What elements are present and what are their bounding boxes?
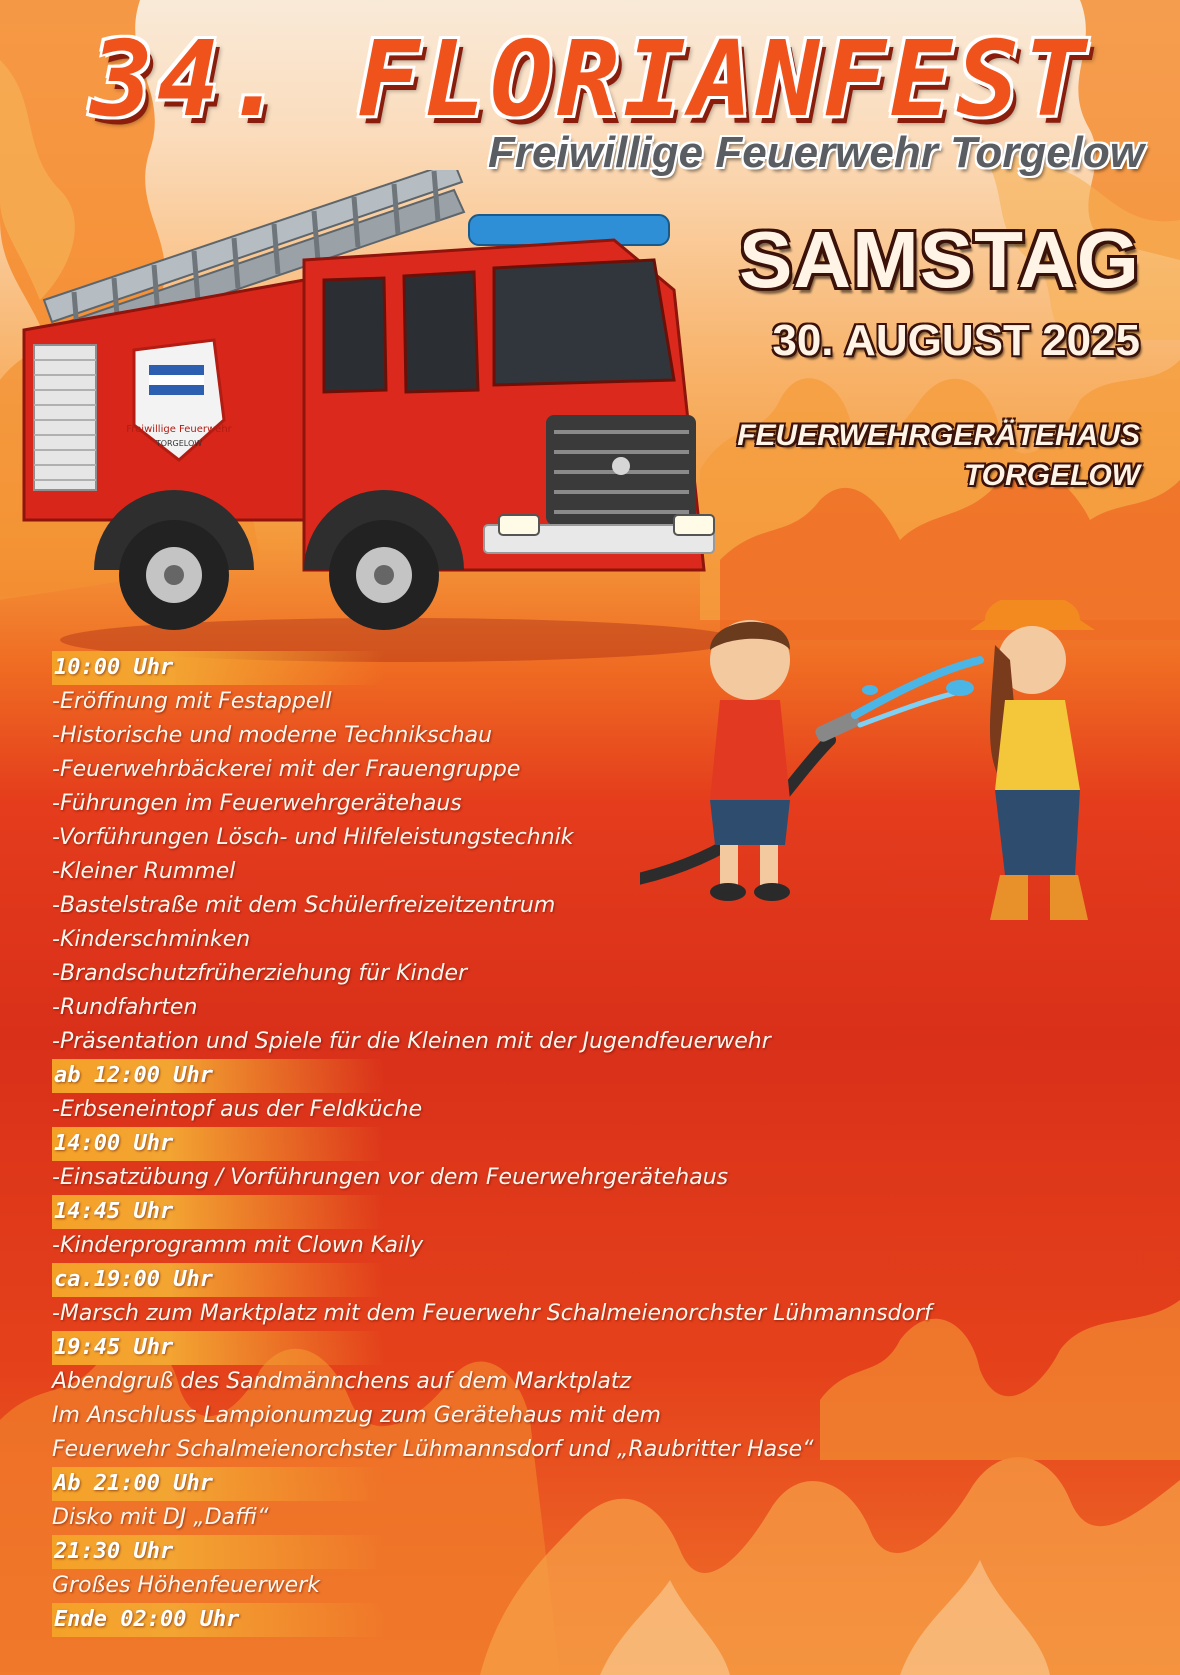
event-schedule — [52, 651, 1052, 1637]
schedule-time-label: Ab 21:00 Uhr — [52, 1467, 384, 1501]
schedule-time-label: 21:30 Uhr — [52, 1535, 384, 1569]
schedule-item: -Erbseneintopf aus der Feldküche — [52, 1097, 423, 1122]
poster-title: 34. FLORIANFEST — [90, 18, 1090, 140]
schedule-time-label: Ende 02:00 Uhr — [52, 1603, 384, 1637]
schedule-time-label: 10:00 Uhr — [52, 651, 384, 685]
schedule-time-label: 14:45 Uhr — [52, 1195, 384, 1229]
schedule-item: -Vorführungen Lösch- und Hilfeleistungstechnik — [52, 825, 574, 850]
event-venue — [737, 416, 1140, 496]
schedule-item: Feuerwehr Schalmeienorchster Lühmannsdorf und „Raubritter Hase“ — [52, 1437, 814, 1462]
schedule-item: -Kinderschminken — [52, 927, 251, 952]
schedule-item: -Marsch zum Marktplatz mit dem Feuerwehr Schalmeienorchster Lühmannsdorf — [52, 1301, 932, 1326]
schedule-time-label: ab 12:00 Uhr — [52, 1059, 384, 1093]
venue-line-2: TORGELOW — [963, 459, 1140, 492]
schedule-item: -Bastelstraße mit dem Schülerfreizeitzentrum — [52, 893, 556, 918]
schedule-time-label: 19:45 Uhr — [52, 1331, 384, 1365]
event-day: SAMSTAG — [738, 215, 1140, 304]
schedule-item: Disko mit DJ „Daffi“ — [52, 1505, 269, 1530]
schedule-item: Abendgruß des Sandmännchens auf dem Marktplatz — [52, 1369, 632, 1394]
schedule-item: -Präsentation und Spiele für die Kleinen mit der Jugendfeuerwehr — [52, 1029, 771, 1054]
schedule-item: -Feuerwehrbäckerei mit der Frauengruppe — [52, 757, 521, 782]
schedule-item: -Kleiner Rummel — [52, 859, 236, 884]
schedule-item: -Führungen im Feuerwehrgerätehaus — [52, 791, 462, 816]
schedule-item: -Brandschutzfrüherziehung für Kinder — [52, 961, 468, 986]
fire-truck-illustration — [14, 170, 764, 660]
schedule-item: Großes Höhenfeuerwerk — [52, 1573, 320, 1598]
event-date: 30. AUGUST 2025 — [772, 316, 1140, 365]
schedule-item: -Historische und moderne Technikschau — [52, 723, 493, 748]
venue-line-1: FEUERWEHRGERÄTEHAUS — [737, 419, 1140, 452]
emergency-light — [469, 215, 669, 245]
schedule-item: -Kinderprogramm mit Clown Kaily — [52, 1233, 424, 1258]
schedule-item: -Rundfahrten — [52, 995, 198, 1020]
schedule-item: Im Anschluss Lampionumzug zum Gerätehaus mit dem — [52, 1403, 661, 1428]
schedule-item: -Eröffnung mit Festappell — [52, 689, 332, 714]
schedule-time-label: ca.19:00 Uhr — [52, 1263, 384, 1297]
svg-text:Freiwillige Feuerwehr: Freiwillige Feuerwehr — [126, 424, 232, 435]
svg-text:TORGELOW: TORGELOW — [155, 439, 203, 448]
poster-subtitle: Freiwillige Feuerwehr Torgelow — [487, 128, 1144, 177]
schedule-time-label: 14:00 Uhr — [52, 1127, 384, 1161]
schedule-item: -Einsatzübung / Vorführungen vor dem Feuerwehrgerätehaus — [52, 1165, 729, 1190]
